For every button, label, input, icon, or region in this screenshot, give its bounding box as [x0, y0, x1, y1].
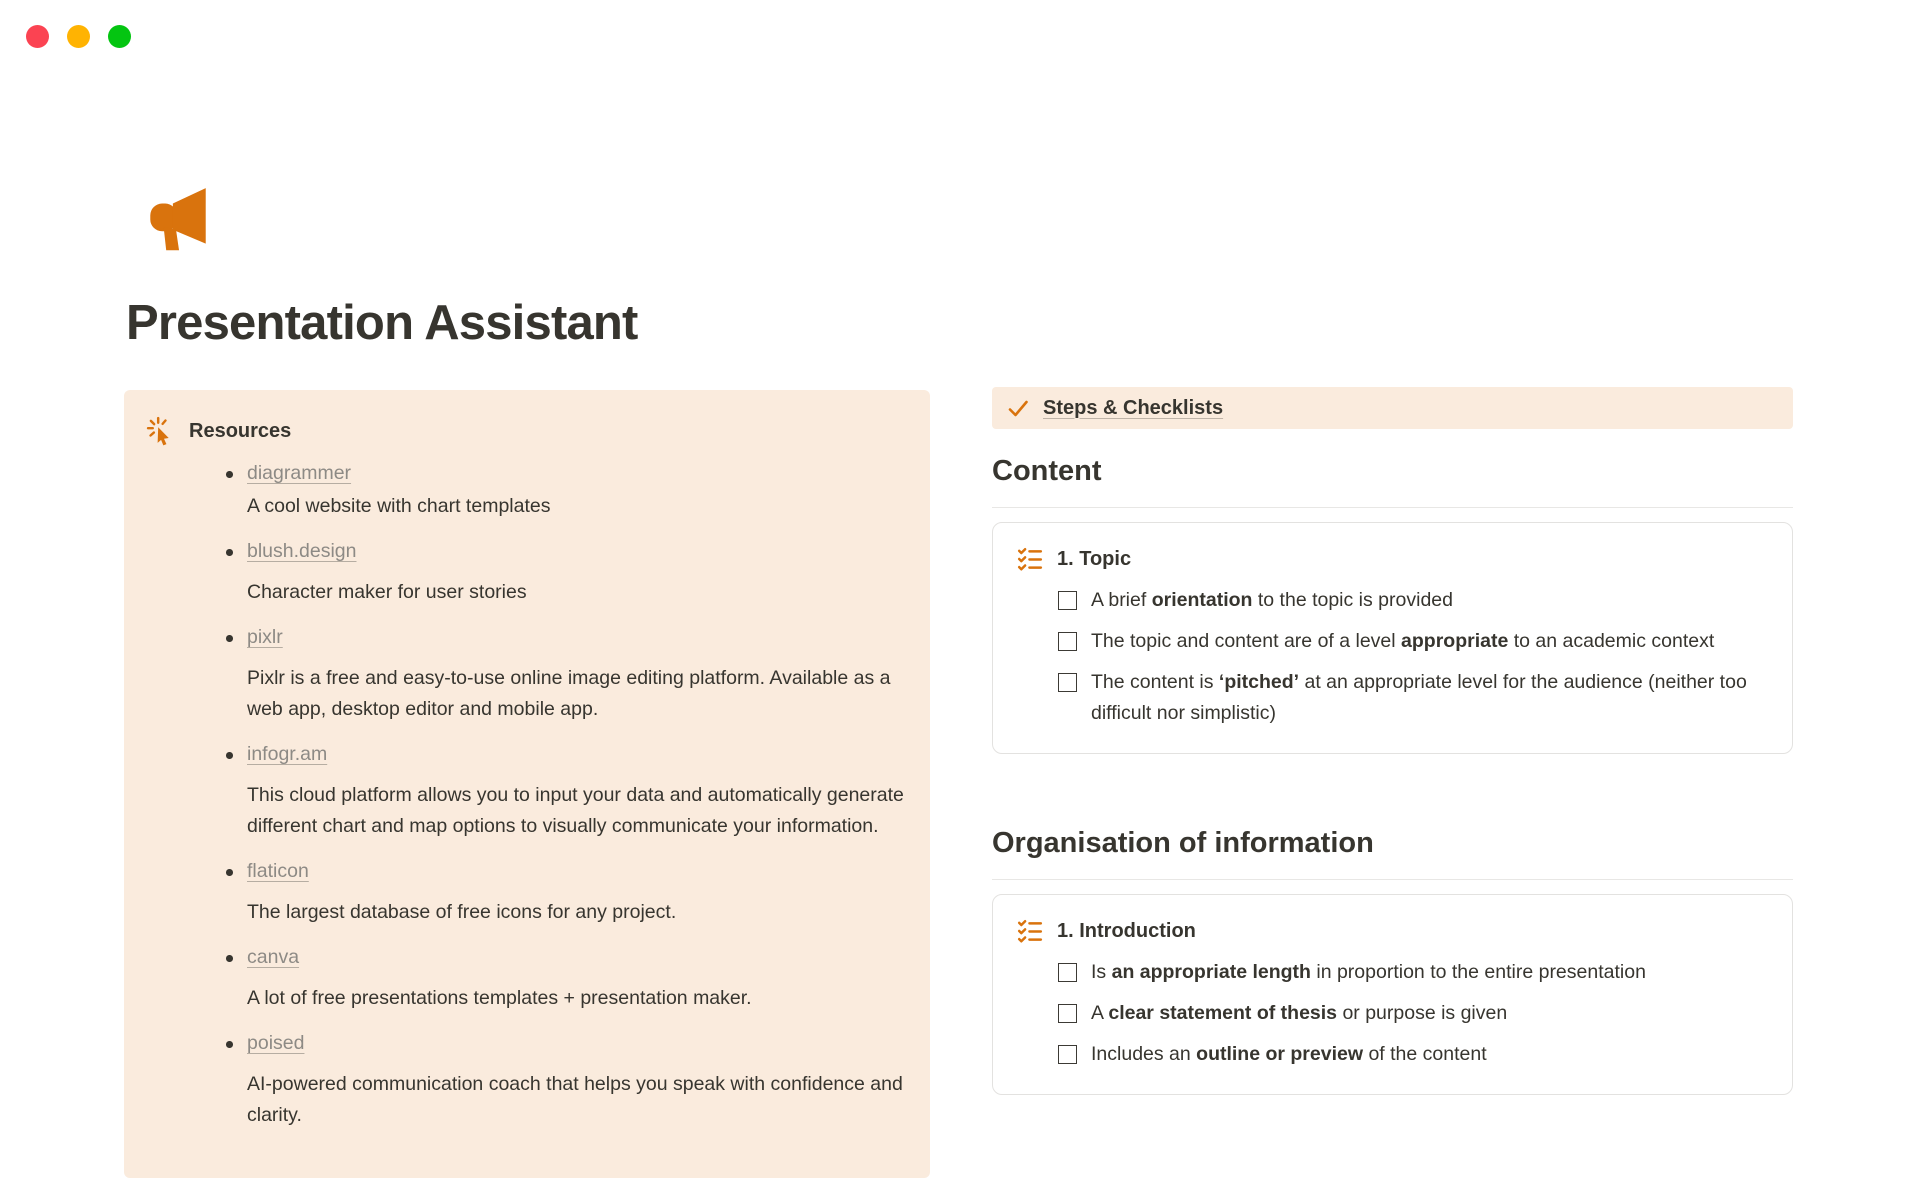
todo-text: The topic and content are of a level appropriate to an academic context	[1091, 630, 1715, 652]
resource-description: AI-powered communication coach that helps you speak with confidence and clarity.	[247, 1073, 903, 1126]
resource-item	[208, 1028, 920, 1131]
page-title: Presentation Assistant	[126, 296, 638, 350]
resource-description: The largest database of free icons for any project.	[247, 901, 677, 923]
zoom-button[interactable]	[108, 25, 131, 48]
card-title: 1. Topic	[1057, 548, 1132, 570]
card-header	[1017, 545, 1768, 573]
resources-list	[208, 458, 920, 1131]
todo-item	[1058, 998, 1768, 1029]
checkmark-icon	[1006, 396, 1030, 420]
todo-list	[1017, 957, 1768, 1070]
checklist-icon	[1017, 918, 1043, 944]
resource-description: This cloud platform allows you to input your data and automatically generate different chart and map options to visually communicate your information.	[247, 784, 904, 837]
cursor-click-icon	[146, 416, 176, 446]
checklist-sections	[992, 452, 1793, 1095]
checklist-card	[992, 522, 1793, 754]
card-title: 1. Introduction	[1057, 920, 1196, 942]
checklist-card	[992, 894, 1793, 1095]
resources-callout-header	[146, 416, 920, 446]
todo-text: A brief orientation to the topic is provided	[1091, 589, 1453, 611]
resource-description: A lot of free presentations templates + presentation maker.	[247, 987, 752, 1009]
todo-text: Is an appropriate length in proportion to the entire presentation	[1091, 961, 1646, 983]
divider	[992, 879, 1793, 880]
checklists-panel	[992, 387, 1793, 1095]
todo-checkbox[interactable]	[1058, 591, 1077, 610]
megaphone-icon[interactable]	[139, 182, 217, 260]
section-heading: Organisation of information	[992, 827, 1374, 859]
resources-callout	[124, 390, 930, 1178]
resource-link[interactable]: poised	[247, 1032, 305, 1054]
resource-description: Pixlr is a free and easy-to-use online image editing platform. Available as a web app, desktop editor and mobile app.	[247, 667, 891, 720]
resource-item	[208, 739, 920, 842]
resource-link[interactable]: flaticon	[247, 860, 309, 882]
todo-item	[1058, 626, 1768, 657]
resource-description: Character maker for user stories	[247, 581, 527, 603]
resource-item	[208, 856, 920, 928]
steps-checklists-link[interactable]	[992, 387, 1793, 429]
checklist-icon	[1017, 546, 1043, 572]
todo-item	[1058, 1039, 1768, 1070]
resources-title: Resources	[189, 420, 292, 442]
todo-item	[1058, 667, 1768, 729]
todo-checkbox[interactable]	[1058, 673, 1077, 692]
card-header	[1017, 917, 1768, 945]
steps-checklists-label[interactable]: Steps & Checklists	[1043, 396, 1224, 419]
minimize-button[interactable]	[67, 25, 90, 48]
resource-item	[208, 536, 920, 608]
todo-checkbox[interactable]	[1058, 1045, 1077, 1064]
close-button[interactable]	[26, 25, 49, 48]
window-controls	[26, 25, 131, 48]
todo-text: A clear statement of thesis or purpose is given	[1091, 1002, 1508, 1024]
todo-checkbox[interactable]	[1058, 963, 1077, 982]
todo-item	[1058, 957, 1768, 988]
divider	[992, 507, 1793, 508]
resource-item	[208, 458, 920, 522]
todo-list	[1017, 585, 1768, 729]
resource-link[interactable]: blush.design	[247, 540, 357, 562]
resource-item	[208, 942, 920, 1014]
resource-link[interactable]: diagrammer	[247, 462, 352, 484]
todo-text: Includes an outline or preview of the content	[1091, 1043, 1487, 1065]
resource-link[interactable]: pixlr	[247, 626, 283, 648]
todo-item	[1058, 585, 1768, 616]
todo-checkbox[interactable]	[1058, 632, 1077, 651]
section-heading: Content	[992, 455, 1102, 487]
resource-item	[208, 622, 920, 725]
resource-link[interactable]: canva	[247, 946, 300, 968]
resource-link[interactable]: infogr.am	[247, 743, 328, 765]
resource-description: A cool website with chart templates	[247, 495, 551, 517]
todo-checkbox[interactable]	[1058, 1004, 1077, 1023]
todo-text: The content is ‘pitched’ at an appropriate level for the audience (neither too difficult nor simplistic)	[1091, 671, 1747, 724]
